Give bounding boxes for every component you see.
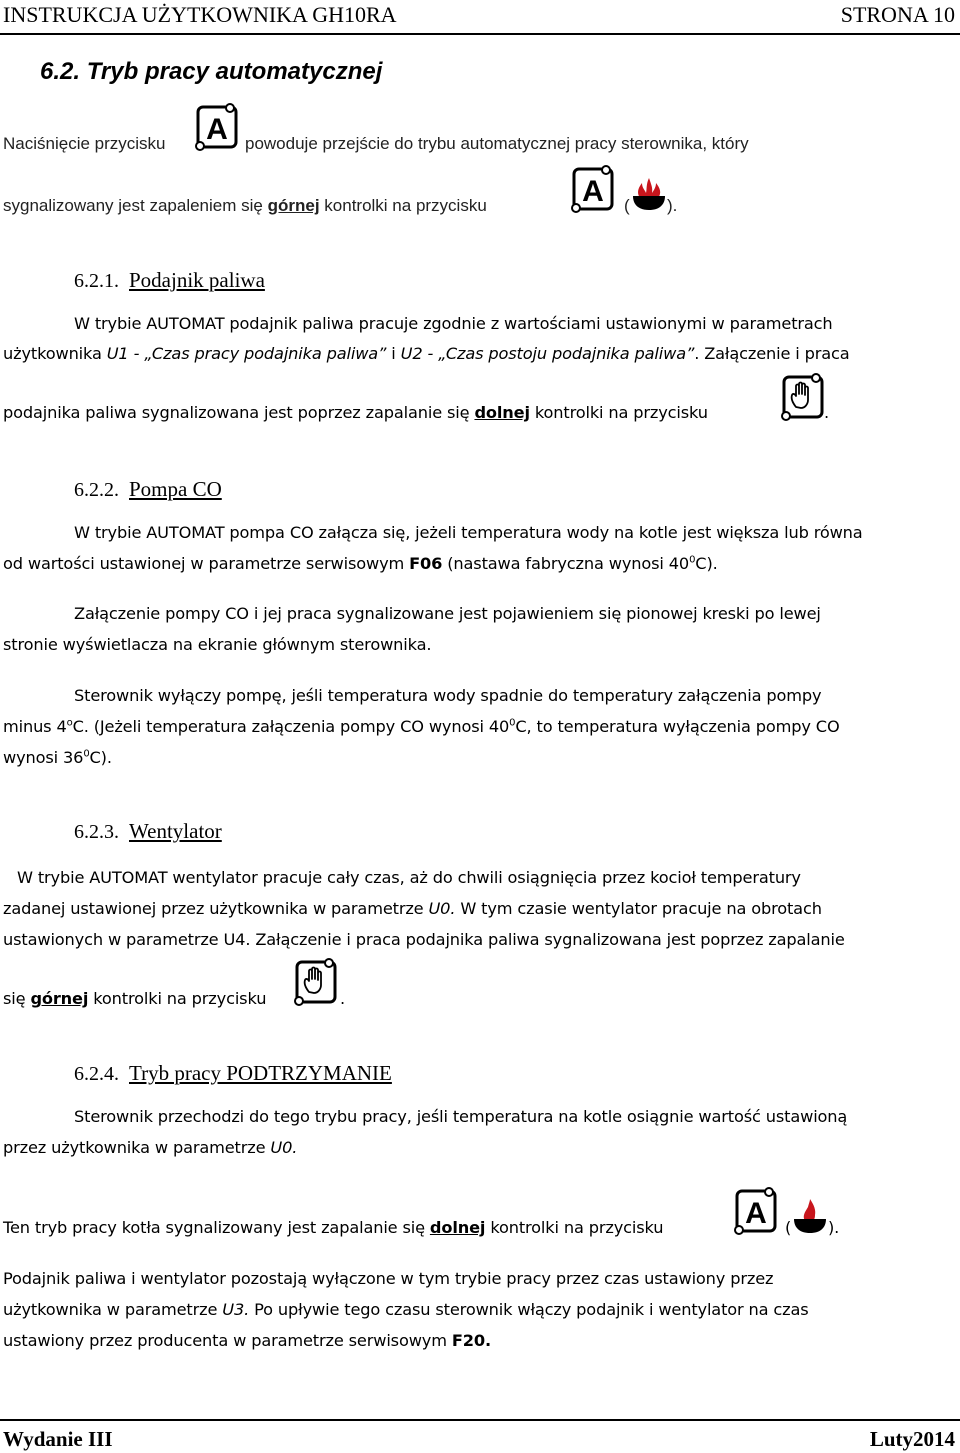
svg-text:A: A [745,1197,767,1230]
manual-mode-button-icon [780,373,828,423]
subsection-heading [74,819,222,844]
paren-close: ). [828,1218,840,1237]
paragraph-line: W trybie AUTOMAT pompa CO załącza się, jeżeli temperatura wody na kotle jest większa lub równa [74,523,863,542]
paragraph-text: C, to temperatura wyłączenia pompy CO [515,717,840,736]
paragraph-text: . Załączenie i praca [694,344,850,363]
superscript: 0 [509,717,516,729]
svg-text:A: A [582,175,604,208]
paragraph-text: W tym czasie wentylator pracuje na obrotach [455,899,822,918]
footer-rule [0,1419,960,1421]
subsection-heading [74,477,222,502]
parameter-u2: U2 - „Czas postoju podajnika paliwa” [400,344,695,363]
paragraph-line: ustawionych w parametrze U4. Załączenie i praca podajnika paliwa sygnalizowana jest poprzez zapalanie [3,930,845,949]
auto-mode-button-icon [733,1187,781,1237]
emphasis-lower: dolnej [429,1218,486,1237]
emphasis-upper: górnej [267,196,320,215]
paragraph-text: Po upływie tego czasu sterownik włączy podajnik i wentylator na czas [249,1300,809,1319]
subsection-heading [74,1061,392,1086]
paragraph-text: Ten tryb pracy kotła sygnalizowany jest zapalanie się [3,1218,430,1237]
superscript: o [66,717,73,729]
paragraph-line [3,403,708,422]
paren-open: ( [624,196,630,215]
subsection-heading [74,268,265,293]
manual-mode-button-icon [293,958,341,1008]
subsection-title: Podajnik paliwa [129,268,265,292]
paragraph-line: Sterownik wyłączy pompę, jeśli temperatura wody spadnie do temperatury załączenia pompy [74,686,822,705]
flame-full-icon [631,172,667,214]
header-page-number: STRONA 10 [840,2,955,27]
emphasis-lower: dolnej [474,403,530,422]
header-rule [0,33,960,35]
parameter-u1: U1 - „Czas pracy podajnika paliwa” [106,344,387,363]
paragraph-text: przez użytkownika w parametrze [3,1138,271,1157]
paragraph-line [3,554,718,573]
subsection-number: 6.2.3. [74,821,119,843]
paragraph-text: wynosi 36 [3,748,84,767]
subsection-title: Tryb pracy PODTRZYMANIE [129,1061,392,1085]
parameter-f20: F20. [451,1331,491,1350]
emphasis-upper: górnej [30,989,89,1008]
paragraph-line: Sterownik przechodzi do tego trybu pracy, jeśli temperatura na kotle osiągnie wartość ustawioną [74,1107,848,1126]
auto-mode-button-icon [570,165,618,215]
paragraph-line: W trybie AUTOMAT podajnik paliwa pracuje zgodnie z wartościami ustawionymi w parametrach [74,314,833,333]
paragraph-text: C). [695,554,718,573]
paragraph-line: Podajnik paliwa i wentylator pozostają wyłączone w tym trybie pracy przez czas ustawiony przez [3,1269,774,1288]
paragraph-line [3,1331,491,1350]
period: . [824,403,829,422]
auto-mode-button-icon [194,103,242,153]
paragraph-text: kontrolki na przycisku [485,1218,664,1237]
paragraph-line [3,717,840,736]
paragraph-text: i [386,344,401,363]
paragraph-text: sygnalizowany jest zapaleniem się [3,196,263,215]
svg-text:A: A [206,113,228,146]
paragraph-line: stronie wyświetlacza na ekranie głównym sterownika. [3,635,432,654]
paragraph-line: W trybie AUTOMAT wentylator pracuje cały czas, aż do chwili osiągnięcia przez kocioł temperatury [17,868,801,887]
paragraph-text: zadanej ustawionej przez użytkownika w parametrze [3,899,429,918]
parameter-u0: U0. [428,899,456,918]
superscript: 0 [689,554,696,566]
paragraph-text: kontrolki na przycisku [324,196,487,215]
paragraph-text: użytkownika [3,344,107,363]
subsection-number: 6.2.4. [74,1063,119,1085]
subsection-title: Wentylator [129,819,222,843]
footer-date: Luty2014 [869,1427,955,1451]
parameter-f06: F06 [409,554,443,573]
paragraph-line [3,1218,663,1237]
paragraph-line [3,196,487,216]
paragraph-line [3,748,112,767]
flame-low-icon [792,1195,828,1237]
parameter-u0: U0. [270,1138,298,1157]
subsection-number: 6.2.2. [74,479,119,501]
header-title: INSTRUKCJA UŻYTKOWNIKA GH10RA [3,2,397,27]
paragraph-line: Naciśnięcie przycisku [3,134,166,153]
footer-edition: Wydanie III [3,1427,113,1451]
paragraph-text: C. (Jeżeli temperatura załączenia pompy CO wynosi 40 [72,717,510,736]
paragraph-text: minus 4 [3,717,67,736]
paragraph-line: Załączenie pompy CO i jej praca sygnalizowane jest pojawieniem się pionowej kreski po lewej [74,604,821,623]
paren-open: ( [785,1218,792,1237]
paragraph-text: od wartości ustawionej w parametrze serwisowym [3,554,410,573]
paragraph-text: się [3,989,31,1008]
paragraph-text: C). [89,748,112,767]
paragraph-text: użytkownika w parametrze [3,1300,223,1319]
section-title: 6.2. Tryb pracy automatycznej [40,58,383,85]
paragraph-line [3,344,850,363]
paragraph-text: kontrolki na przycisku [529,403,708,422]
paragraph-line [3,899,822,918]
period: . [340,989,345,1008]
paren-close: ). [667,196,678,215]
paragraph-text: ustawiony przez producenta w parametrze serwisowym [3,1331,452,1350]
superscript: 0 [83,748,90,760]
paragraph-text: (nastawa fabryczna wynosi 40 [442,554,690,573]
paragraph-line [3,989,266,1008]
parameter-u3: U3. [222,1300,250,1319]
subsection-title: Pompa CO [129,477,222,501]
paragraph-line: powoduje przejście do trybu automatycznej pracy sterownika, który [245,134,749,153]
paragraph-text: podajnika paliwa sygnalizowana jest poprzez zapalanie się [3,403,475,422]
paragraph-line [3,1138,297,1157]
subsection-number: 6.2.1. [74,270,119,292]
paragraph-text: kontrolki na przycisku [88,989,267,1008]
paragraph-line [3,1300,809,1319]
